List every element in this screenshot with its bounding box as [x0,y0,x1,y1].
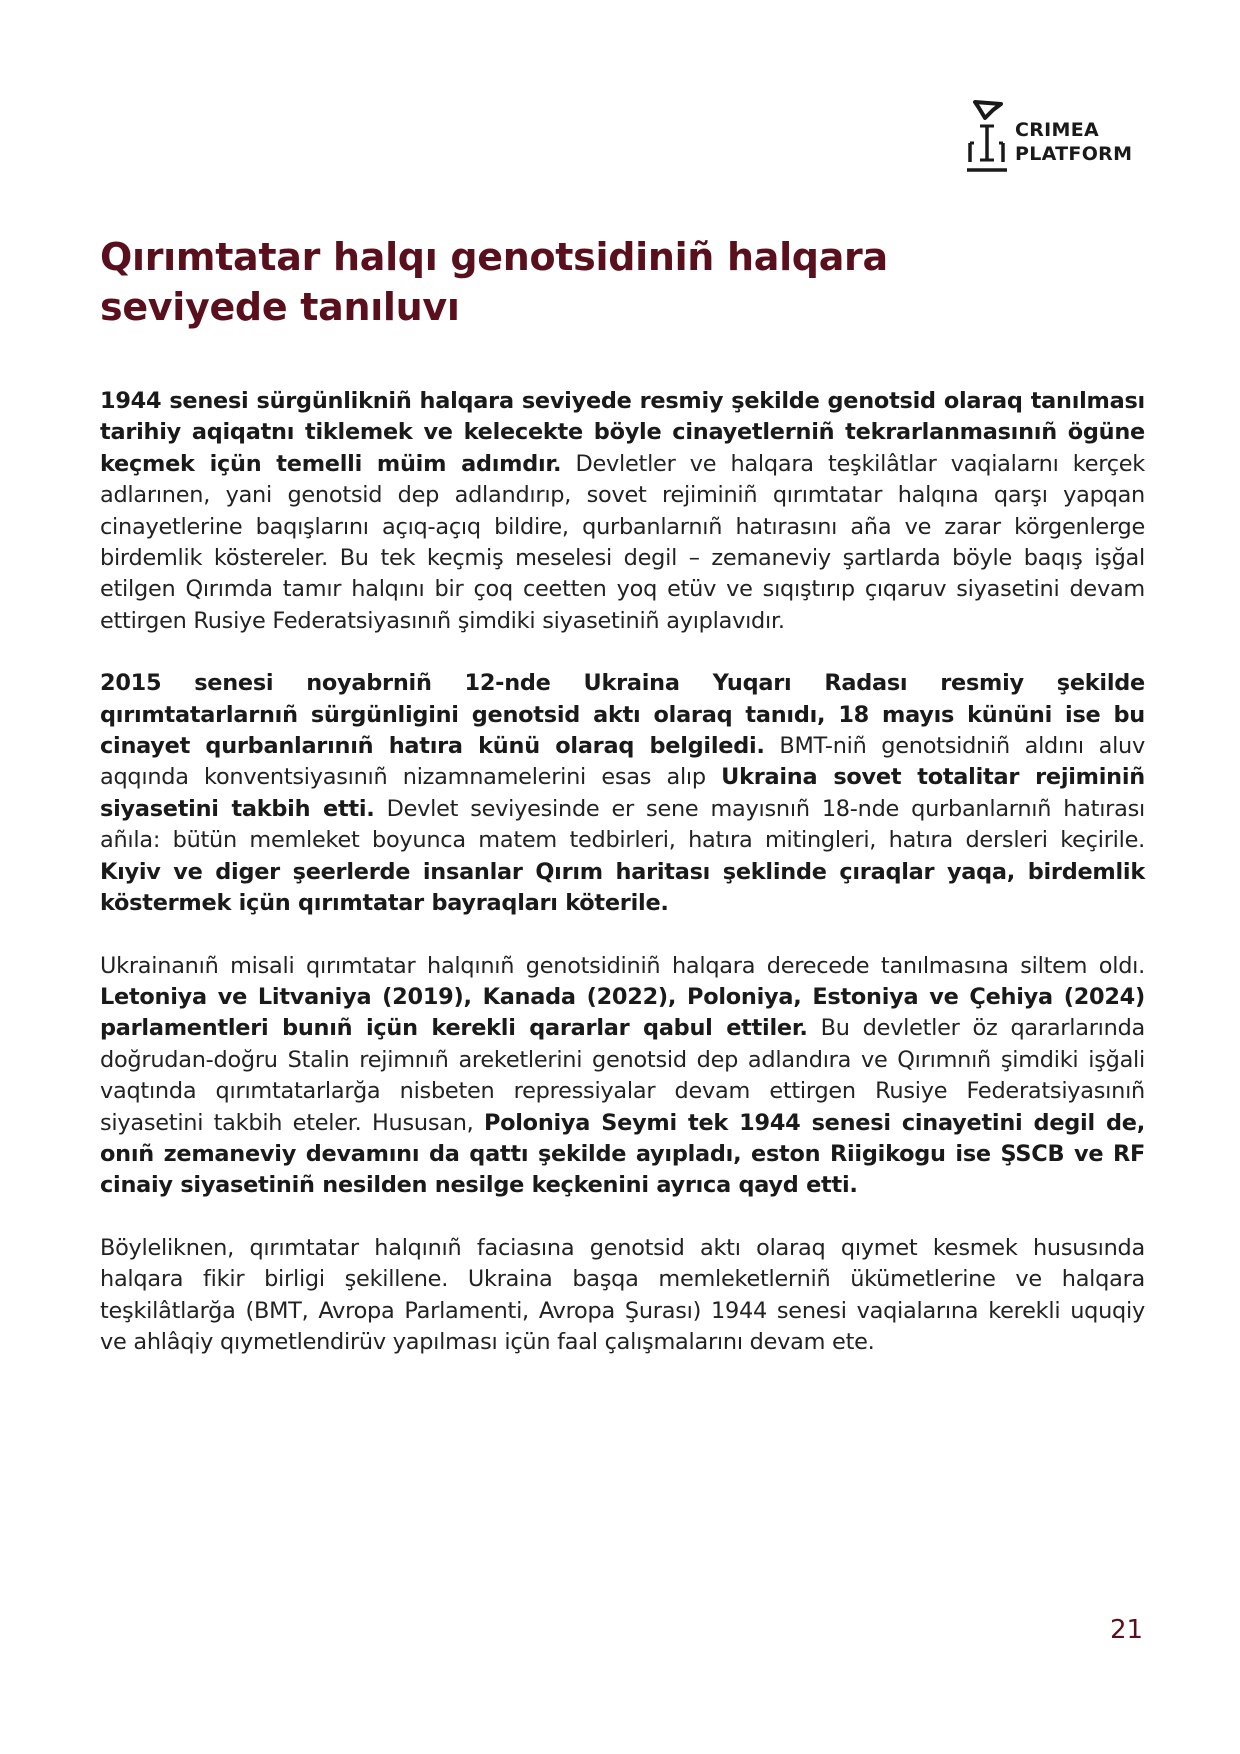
text-segment: Ukraina sovet totalitar rejiminiñ siyasetini takbih etti. [100,764,1145,822]
article-body [100,386,1145,1389]
text-segment: Ukrainanıñ misali qırımtatar halqınıñ genotsidiniñ halqara derecede tanılmasına siltem oldı. [100,952,1145,979]
text-segment: Bu devletler öz qararlarında doğrudan-doğru Stalin rejimnıñ areketlerini genotsid dep adlandıra ve Qırımnıñ şimdiki işğali vaqtında qırımtatarlarğa nisbeten repressiyalar devam ettirgen Rusiye Federatsiyasınıñ siyasetini takbih eteler. Hususan, [100,1015,1146,1136]
text-segment: 1944 senesi sürgünlikniñ halqara seviyede resmiy şekilde genotsid olaraq tanılması tarihiy aqiqatnı tiklemek ve kelecekte böyle cinayetlerniñ tekrarlanmasınıñ ögüne keçmek içün temelli müim adımdır. [100,388,1145,477]
page-title: Qırımtatar halqı genotsidiniñ halqara seviyede tanıluvı [100,235,888,329]
text-segment: Devlet seviyesinde er sene mayısnıñ 18-nde qurbanlarnıñ hatırası añıla: bütün memleket boyunca matem tedbirleri, hatıra mitingleri, hatıra dersleri keçirile. [100,795,1145,854]
paragraph-3 [100,951,1145,1202]
text-segment: 2015 senesi noyabrniñ 12-nde Ukraina Yuqarı Radası resmiy şekilde qırımtatarlarnıñ sürgünligini genotsid aktı olaraq tanıdı, 18 mayıs kününi ise bu cinayet qurbanlarınıñ hatıra künü olaraq belgiledi. [100,670,1145,760]
page-number: 21 [1110,1615,1144,1645]
crimea-platform-logo [965,100,1155,175]
text-segment: Poloniya Seymi tek 1944 senesi cinayetini degil de, onıñ zemaneviy devamını da qattı şekilde ayıpladı, eston Riigikogu ise ŞSCB ve RF cinaiy siyasetiniñ nesilden nesilge keçkenini ayrıca qayd etti. [100,1109,1145,1199]
logo-line-1: CRIMEA [1015,119,1100,141]
paragraph-1 [100,386,1145,637]
paragraph-4 [100,1233,1145,1359]
text-segment: BMT-niñ genotsidniñ aldını aluv aqqında konventsiyasınıñ nizamnamelerini esas alıp [100,733,1145,791]
logo-line-2: PLATFORM [1015,143,1133,165]
text-segment: Devletler ve halqara teşkilâtlar vaqialarnı kerçek adlarınen, yani genotsid dep adlandırıp, sovet rejiminiñ qırımtatar halqına qarşı yapqan cinayetlerine baqışlarını açıq-açıq bildire, qurbanlarnıñ hatırasını aña ve zarar körgenlerge birdemlik köstereler. Bu tek keçmiş meselesi degil – zemaneviy şartlarda böyle baqış işğal etilgen Qırımda tamır halqını bir çoq ceetten yoq etüv ve sıqıştırıp çıqaruv siyasetini devam ettirgen Rusiye Federatsiyasınıñ şimdiki siyasetiniñ ayıplavıdır. [100,450,1145,634]
text-segment: Kıyiv ve diger şeerlerde insanlar Qırım haritası şeklinde çıraqlar yaqa, birdemlik köstermek içün qırımtatar bayraqları köterile. [100,858,1145,917]
crimea-platform-logo-icon [965,100,1007,175]
text-segment: Böyleliknen, qırımtatar halqınıñ faciasına genotsid aktı olaraq qıymet kesmek hususında halqara fikir birligi şekillene. Ukraina başqa memleketlerniñ ükümetlerine ve halqara teşkilâtlarğa (BMT, Avropa Parlamenti, Avropa Şurası) 1944 senesi vaqialarına kerekli uquqiy ve ahlâqiy qıymetlendirüv yapılması içün faal çalışmalarını devam ete. [100,1234,1145,1355]
paragraph-2 [100,668,1145,919]
logo-text [1015,118,1132,166]
text-segment: Letoniya ve Litvaniya (2019), Kanada (2022), Poloniya, Estoniya ve Çehiya (2024) parlamentleri bunıñ içün kerekli qararlar qabul ettiler. [100,983,1145,1042]
